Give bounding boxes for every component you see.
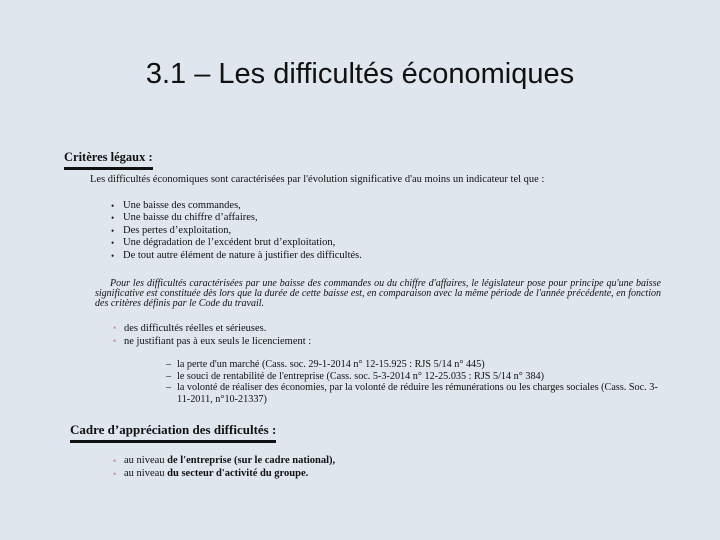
condition-list xyxy=(113,322,311,348)
scope-level: de l'entreprise (sur le cadre national), xyxy=(167,455,336,466)
scope-prefix: au niveau xyxy=(124,455,168,466)
example-list xyxy=(166,359,666,405)
list-item: – la volonté de réaliser des économies, par la volonté de réduire les rémunérations ou les charges sociales (Cass. Soc. 3-11-2011, n°10-21337) xyxy=(166,382,666,405)
list-item: • De tout autre élément de nature à justifier des difficultés. xyxy=(111,250,362,262)
principle-paragraph: Pour les difficultés caractérisées par une baisse des commandes ou du chiffre d'affaires, le législateur pose pour principe qu'une baisse significative est constituée dès lors que la durée de cette baisse est, en comparaison avec la même période de l'année précédente, en fonction des critères définis par le Code du travail. xyxy=(95,278,661,309)
list-item: • Des pertes d’exploitation, xyxy=(111,225,362,237)
list-item: – le souci de rentabilité de l'entreprise (Cass. soc. 5-3-2014 n° 12-25.035 : RJS 5/14 n° 384) xyxy=(166,371,666,383)
section-heading-scope: Cadre d’appréciation des difficultés : xyxy=(70,422,276,443)
section-heading-criteria: Critères légaux : xyxy=(64,150,153,170)
list-item: • Une baisse du chiffre d’affaires, xyxy=(111,212,362,224)
list-item: • ne justifiant pas à eux seuls le licenciement : xyxy=(113,335,311,348)
list-item: • Une baisse des commandes, xyxy=(111,200,362,212)
list-item: • des difficultés réelles et sérieuses. xyxy=(113,322,311,335)
list-item: – la perte d'un marché (Cass. soc. 29-1-2014 n° 12-15.925 : RJS 5/14 n° 445) xyxy=(166,359,666,371)
indicator-list xyxy=(111,200,362,262)
scope-list xyxy=(113,455,335,480)
list-item xyxy=(113,468,335,481)
list-item: • Une dégradation de l’excédent brut d’exploitation, xyxy=(111,237,362,249)
scope-level: du secteur d'activité du groupe. xyxy=(167,467,309,479)
criteria-intro: Les difficultés économiques sont caractérisées par l'évolution significative d'au moins un indicateur tel que : xyxy=(90,174,545,185)
slide-title: 3.1 – Les difficultés économiques xyxy=(145,58,575,90)
list-item xyxy=(113,455,335,468)
scope-prefix: au niveau xyxy=(124,467,168,479)
